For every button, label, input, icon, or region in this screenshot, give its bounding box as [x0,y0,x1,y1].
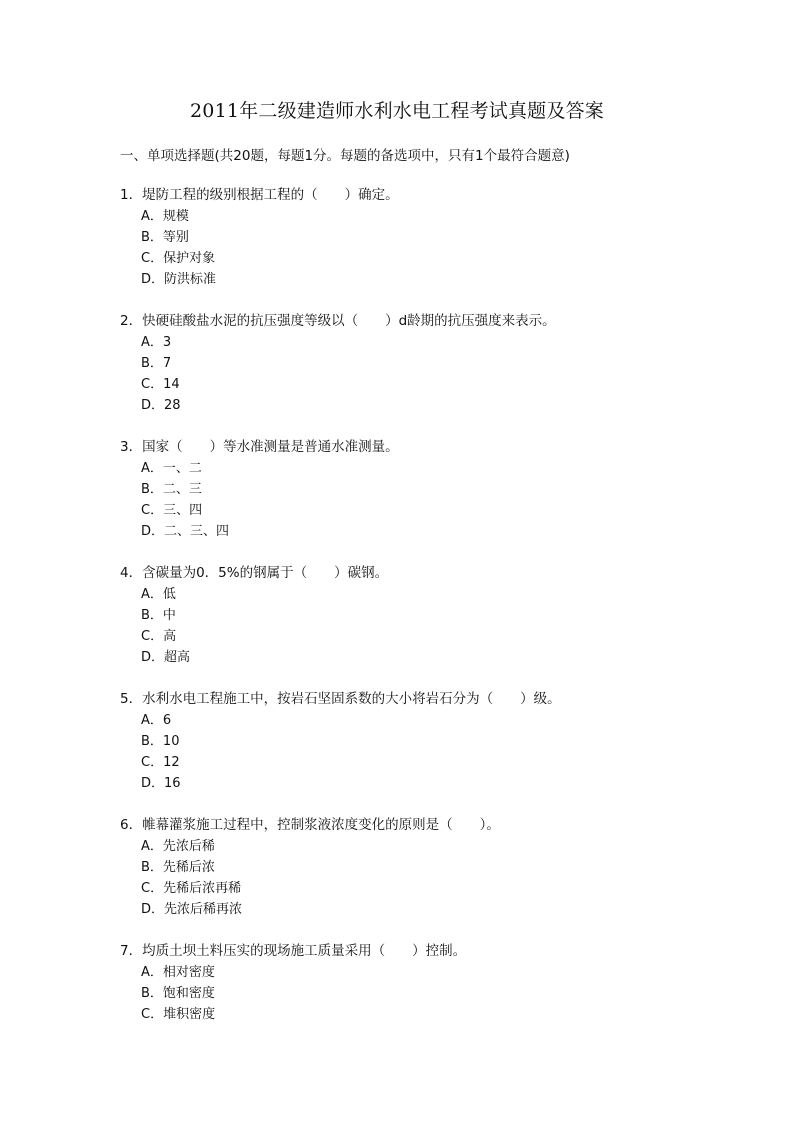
option-list [120,458,740,542]
option-c: C．12 [141,755,180,770]
option-c: C．堆积密度 [141,1007,216,1022]
question-7 [120,941,740,1025]
option-a: A．低 [141,587,176,602]
option-a: A．先浓后稀 [141,839,215,854]
option-d: D．28 [141,398,181,413]
option-c: C．保护对象 [141,251,216,266]
option-b: B．10 [141,734,180,749]
question-5 [120,689,740,794]
option-d: D．二、三、四 [141,524,230,539]
option-b: B．先稀后浓 [141,860,215,875]
question-4 [120,563,740,668]
option-d: D．防洪标准 [141,272,217,287]
option-a: A．6 [141,713,172,728]
question-text: 3．国家（ ）等水准测量是普通水准测量。 [120,439,399,455]
option-b: B．中 [141,608,176,623]
option-b: B．等别 [141,230,189,245]
option-d: D．16 [141,776,181,791]
question-text: 4．含碳量为0．5%的钢属于（ ）碳钢。 [120,565,389,581]
question-text: 6．帷幕灌浆施工过程中，控制浆液浓度变化的原则是（ ）。 [120,817,500,833]
option-d: D．超高 [141,650,191,665]
option-a: A．规模 [141,209,189,224]
section-heading: 一、单项选择题(共20题，每题1分。每题的备选项中，只有1个最符合题意) [120,148,570,164]
question-1 [120,185,740,290]
option-a: A．3 [141,335,172,350]
option-list [120,710,740,794]
option-a: A．相对密度 [141,965,215,980]
question-text: 1．堤防工程的级别根据工程的（ ）确定。 [120,187,399,203]
option-list [120,332,740,416]
question-text: 2．快硬硅酸盐水泥的抗压强度等级以（ ）d龄期的抗压强度来表示。 [120,313,556,329]
question-text: 5．水利水电工程施工中，按岩石坚固系数的大小将岩石分为（ ）级。 [120,691,561,707]
document-title: 2011年二级建造师水利水电工程考试真题及答案 [190,100,604,122]
option-list [120,962,740,1025]
option-b: B．7 [141,356,172,371]
option-list [120,836,740,920]
question-list [120,185,740,1046]
option-b: B．饱和密度 [141,986,215,1001]
option-list [120,584,740,668]
option-c: C．三、四 [141,503,203,518]
question-6 [120,815,740,920]
question-2 [120,311,740,416]
option-c: C．14 [141,377,180,392]
option-list [120,206,740,290]
question-3 [120,437,740,542]
option-c: C．先稀后浓再稀 [141,881,242,896]
option-a: A．一、二 [141,461,202,476]
option-b: B．二、三 [141,482,202,497]
question-text: 7．均质土坝土料压实的现场施工质量采用（ ）控制。 [120,943,467,959]
option-d: D．先浓后稀再浓 [141,902,243,917]
option-c: C．高 [141,629,177,644]
